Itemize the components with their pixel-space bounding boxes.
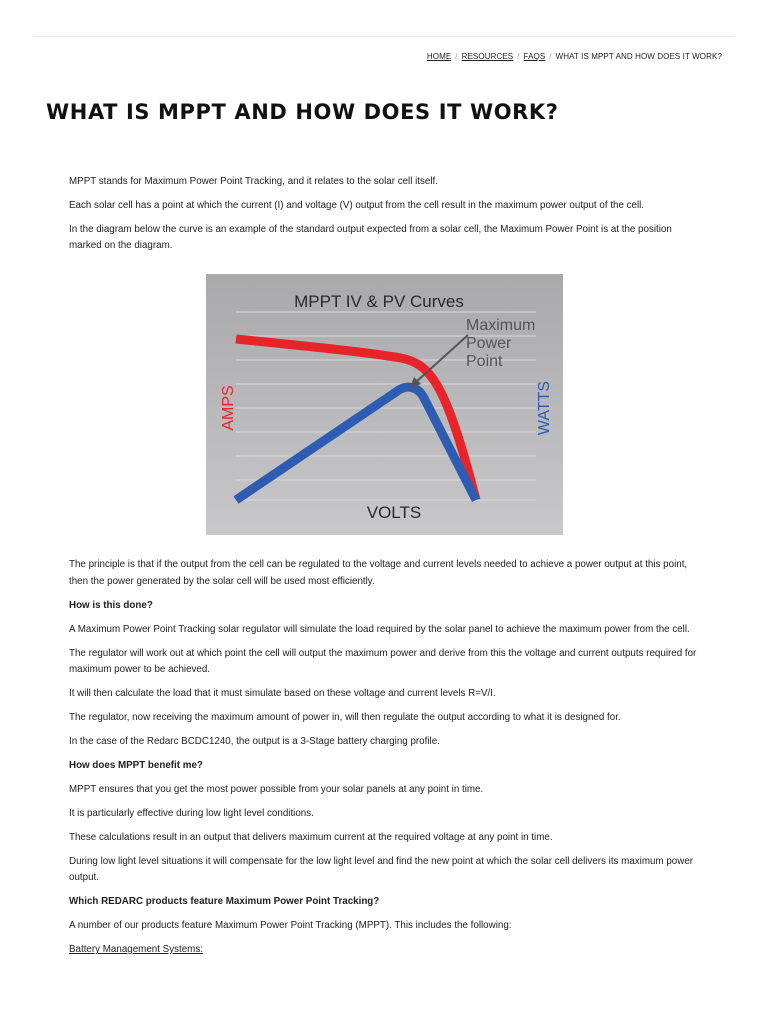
page-title: WHAT IS MPPT AND HOW DOES IT WORK? [46,100,559,124]
watts-axis-label: WATTS [536,381,553,436]
diagram-title: MPPT IV & PV Curves [294,292,464,312]
body-paragraph: The regulator, now receiving the maximum amount of power in, will then regulate the output according to what it is designed for. [69,711,621,723]
annotation-line: Power [466,335,512,353]
breadcrumb-separator: / [455,52,458,61]
annotation-line: Point [466,353,503,371]
header-divider [34,36,734,37]
section-question: How is this done? [69,599,153,611]
body-paragraph: A number of our products feature Maximum Power Point Tracking (MPPT). This includes the following: [69,920,512,932]
body-paragraph: In the case of the Redarc BCDC1240, the output is a 3-Stage battery charging profile. [69,735,440,747]
body-paragraph: MPPT ensures that you get the most power possible from your solar panels at any point in time. [69,783,484,795]
body-paragraph: It will then calculate the load that it must simulate based on these voltage and current levels R=V/I. [69,687,496,699]
max-power-point-label [466,317,540,370]
section-question: Which REDARC products feature Maximum Power Point Tracking? [69,896,380,908]
intro-paragraph: MPPT stands for Maximum Power Point Tracking, and it relates to the solar cell itself. [69,176,438,187]
body-paragraph: It is particularly effective during low light level conditions. [69,807,314,819]
breadcrumb-resources-link[interactable]: RESOURCES [461,52,514,61]
breadcrumb-separator: / [517,52,520,61]
mppt-diagram-svg [206,274,563,535]
section-question: How does MPPT benefit me? [69,759,203,771]
body-paragraph: The principle is that if the output from the cell can be regulated to the voltage and current levels needed to achieve a power output at this point, then the power generated by the solar cell will be used most efficiently. [69,559,688,587]
breadcrumb-faqs-link[interactable]: FAQS [523,52,546,61]
annotation-arrow [416,335,468,382]
breadcrumb-home-link[interactable]: HOME [426,52,452,61]
intro-paragraph: In the diagram below the curve is an example of the standard output expected from a solar cell, the Maximum Power Point is at the position marked on the diagram. [69,224,672,252]
breadcrumb-current: WHAT IS MPPT AND HOW DOES IT WORK? [555,52,722,61]
article-content [69,174,699,966]
body-paragraph: These calculations result in an output that delivers maximum current at the required voltage at any point in time. [69,831,553,843]
watts-curve [236,388,476,501]
body-paragraph: During low light level situations it will compensate for the low light level and find the new point at which the solar cell delivers its maximum power output. [69,855,694,884]
volts-axis-label: VOLTS [366,503,422,523]
amps-axis-label: AMPS [220,385,237,432]
body-paragraph: The regulator will work out at which point the cell will output the maximum power and derive from this the voltage and current outputs required for maximum power to be achieved. [69,647,697,675]
annotation-line: Maximum [466,317,536,335]
intro-paragraph: Each solar cell has a point at which the current (I) and voltage (V) output from the cell result in the maximum power output of the cell. [69,200,645,211]
breadcrumb [427,52,722,61]
battery-management-systems-link[interactable]: Battery Management Systems: [69,944,203,956]
body-paragraph: A Maximum Power Point Tracking solar regulator will simulate the load required by the solar panel to achieve the maximum power from the cell. [69,623,690,635]
mppt-diagram [206,274,563,535]
breadcrumb-separator: / [549,52,552,61]
